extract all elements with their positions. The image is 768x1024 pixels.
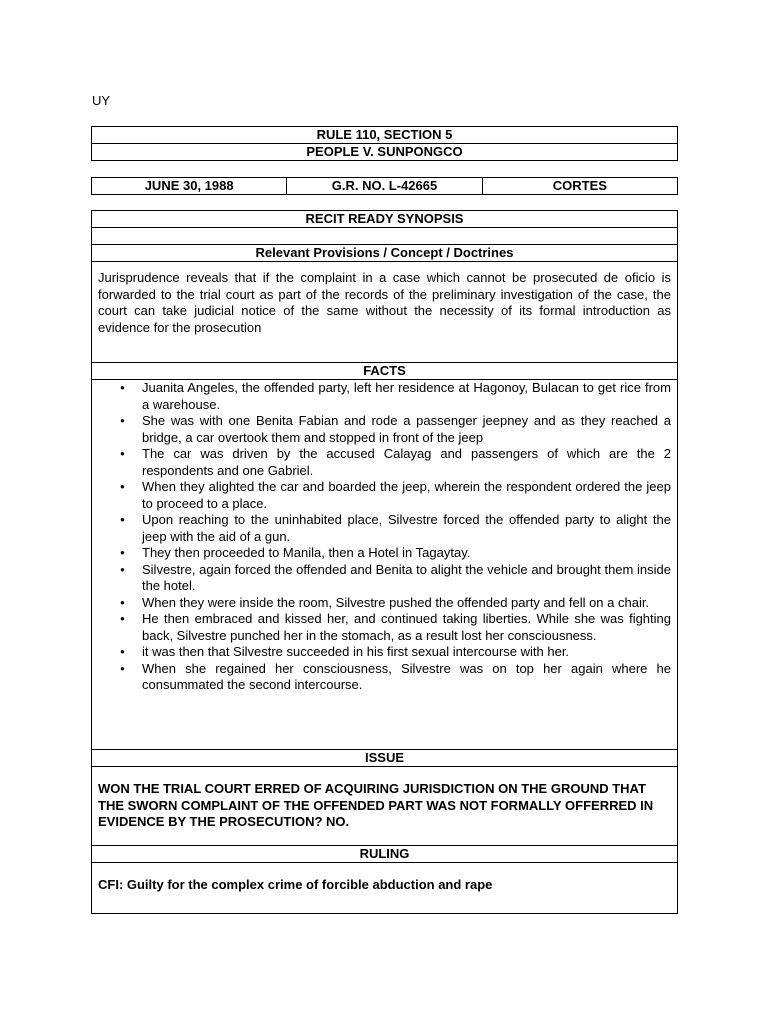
ruling-text: CFI: Guilty for the complex crime of forcible abduction and rape: [92, 863, 678, 914]
case-gr-number: G.R. NO. L-42665: [287, 178, 482, 195]
rule-heading: RULE 110, SECTION 5: [92, 127, 678, 144]
facts-list-cell: [92, 380, 678, 750]
fact-item: ● Juanita Angeles, the offended party, left her residence at Hagonoy, Bulacan to get rice from a warehouse.: [142, 380, 671, 413]
synopsis-heading: RECIT READY SYNOPSIS: [92, 211, 678, 228]
issue-heading: ISSUE: [92, 750, 678, 767]
fact-item: ● it was then that Silvestre succeeded in his first sexual intercourse with her.: [142, 644, 671, 661]
fact-item: ● He then embraced and kissed her, and continued taking liberties. While she was fighting back, Silvestre punched her in the stomach, as a result lost her consciousness.: [142, 611, 671, 644]
issue-text: WON THE TRIAL COURT ERRED OF ACQUIRING JURISDICTION ON THE GROUND THAT THE SWORN COMPLAINT OF THE OFFENDED PART WAS NOT FORMALLY OFFERRED IN EVIDENCE BY THE PROSECUTION? NO.: [92, 767, 678, 846]
fact-item: ● When they alighted the car and boarded the jeep, wherein the respondent ordered the jeep to proceed to a place.: [142, 479, 671, 512]
case-ponente: CORTES: [482, 178, 677, 195]
case-date: JUNE 30, 1988: [92, 178, 287, 195]
author-initials: UY: [92, 93, 111, 108]
fact-item: ● She was with one Benita Fabian and rode a passenger jeepney and as they reached a bridge, a car overtook them and stopped in front of the jeep: [142, 413, 671, 446]
fact-item: ● Upon reaching to the uninhabited place, Silvestre forced the offended party to alight the jeep with the aid of a gun.: [142, 512, 671, 545]
digest-table: [91, 210, 678, 914]
fact-item: ● They then proceeded to Manila, then a Hotel in Tagaytay.: [142, 545, 671, 562]
fact-item: ● The car was driven by the accused Calayag and passengers of which are the 2 respondents and one Gabriel.: [142, 446, 671, 479]
case-info-table: [91, 177, 678, 195]
case-title-table: [91, 126, 678, 161]
blank-row: [92, 228, 678, 245]
fact-item: ● When they were inside the room, Silvestre pushed the offended party and fell on a chair.: [142, 595, 671, 612]
fact-item: ● Silvestre, again forced the offended and Benita to alight the vehicle and brought them inside the hotel.: [142, 562, 671, 595]
facts-heading: FACTS: [92, 363, 678, 380]
fact-item: ● When she regained her consciousness, Silvestre was on top her again where he consummated the second intercourse.: [142, 661, 671, 694]
ruling-heading: RULING: [92, 846, 678, 863]
case-title: PEOPLE V. SUNPONGCO: [92, 144, 678, 161]
provisions-heading: Relevant Provisions / Concept / Doctrines: [92, 245, 678, 262]
facts-list: [98, 380, 671, 694]
doctrine-text: Jurisprudence reveals that if the complaint in a case which cannot be prosecuted de oficio is forwarded to the trial court as part of the records of the preliminary investigation of the case, the court can take judicial notice of the same without the necessity of its formal introduction as evidence for the prosecution: [92, 262, 678, 363]
